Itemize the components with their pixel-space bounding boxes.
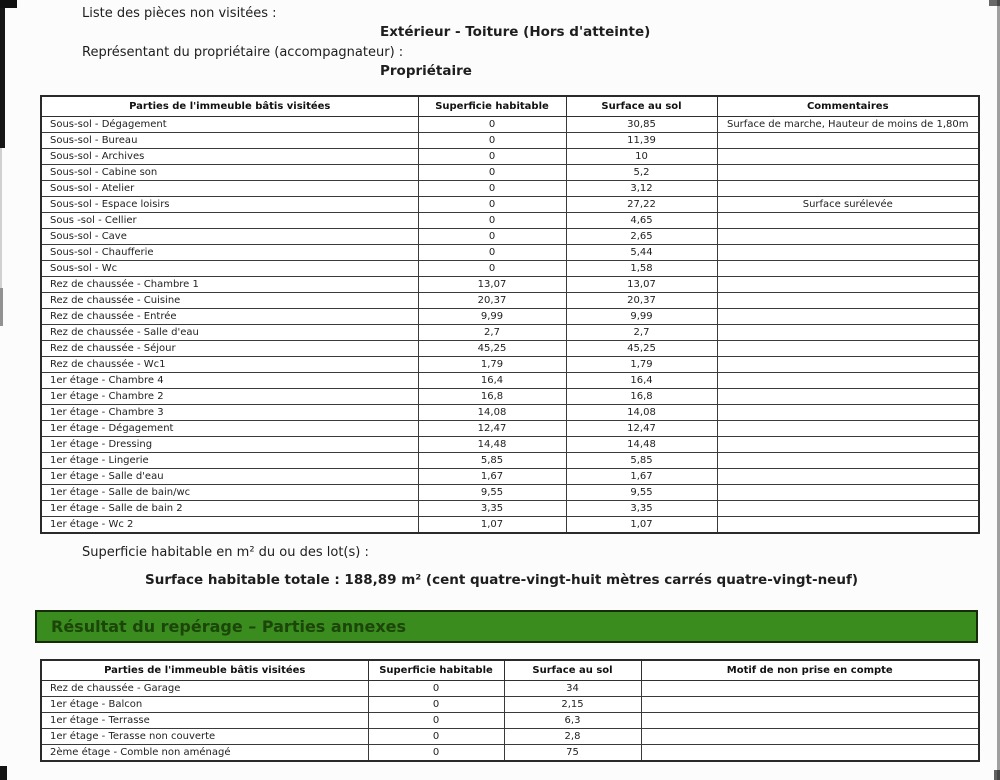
cell <box>717 325 979 341</box>
cell: 0 <box>418 197 566 213</box>
table-row <box>41 165 979 181</box>
cell: 0 <box>368 697 504 713</box>
cell: Rez de chaussée - Entrée <box>41 309 418 325</box>
table-row <box>41 309 979 325</box>
cell: Sous-sol - Archives <box>41 149 418 165</box>
table-row <box>41 261 979 277</box>
table-row <box>41 713 979 729</box>
cell <box>717 149 979 165</box>
cell <box>717 341 979 357</box>
cell: 3,35 <box>418 501 566 517</box>
visited-rooms-table <box>40 95 980 534</box>
table-row <box>41 373 979 389</box>
cell: 30,85 <box>566 117 717 133</box>
cell: 16,8 <box>566 389 717 405</box>
cell: 75 <box>504 745 641 762</box>
table-row <box>41 341 979 357</box>
cell: 12,47 <box>418 421 566 437</box>
column-header: Parties de l'immeuble bâtis visitées <box>41 96 418 117</box>
cell: Rez de chaussée - Salle d'eau <box>41 325 418 341</box>
cell <box>717 261 979 277</box>
cell: 14,48 <box>418 437 566 453</box>
column-header: Superficie habitable <box>418 96 566 117</box>
not-visited-label: Liste des pièces non visitées : <box>82 6 277 21</box>
cell: 0 <box>368 681 504 697</box>
habitable-surface-label: Superficie habitable en m² du ou des lot(s) : <box>82 545 369 560</box>
cell: 9,99 <box>418 309 566 325</box>
cell: 13,07 <box>566 277 717 293</box>
table-row <box>41 277 979 293</box>
cell: 2,7 <box>418 325 566 341</box>
cell <box>717 469 979 485</box>
table-row <box>41 357 979 373</box>
cell: 10 <box>566 149 717 165</box>
cell: 16,4 <box>418 373 566 389</box>
table-row <box>41 117 979 133</box>
cell: 1er étage - Terrasse <box>41 713 368 729</box>
cell <box>641 713 979 729</box>
table-row <box>41 197 979 213</box>
cell: Sous-sol - Atelier <box>41 181 418 197</box>
cell: 9,55 <box>566 485 717 501</box>
representative-label: Représentant du propriétaire (accompagnateur) : <box>82 45 404 60</box>
table-header-row <box>41 660 979 681</box>
cell <box>717 309 979 325</box>
cell: 1er étage - Chambre 3 <box>41 405 418 421</box>
cell: 9,55 <box>418 485 566 501</box>
cell <box>717 357 979 373</box>
table-row <box>41 405 979 421</box>
cell: Sous-sol - Espace loisirs <box>41 197 418 213</box>
cell: 5,85 <box>418 453 566 469</box>
table-row <box>41 149 979 165</box>
cell: 0 <box>368 713 504 729</box>
table-row <box>41 517 979 534</box>
cell: Sous -sol - Cellier <box>41 213 418 229</box>
table-row <box>41 421 979 437</box>
cell: 0 <box>418 261 566 277</box>
cell: Surface de marche, Hauteur de moins de 1,80m <box>717 117 979 133</box>
cell: 6,3 <box>504 713 641 729</box>
cell: Sous-sol - Bureau <box>41 133 418 149</box>
cell <box>717 277 979 293</box>
cell: 9,99 <box>566 309 717 325</box>
cell: 1,07 <box>418 517 566 534</box>
cell: 5,85 <box>566 453 717 469</box>
cell: 1er étage - Chambre 2 <box>41 389 418 405</box>
cell: 0 <box>418 245 566 261</box>
habitable-surface-total: Surface habitable totale : 188,89 m² (cent quatre-vingt-huit mètres carrés quatre-vingt-neuf) <box>145 572 858 588</box>
cell: 1,67 <box>418 469 566 485</box>
column-header: Surface au sol <box>504 660 641 681</box>
cell <box>641 681 979 697</box>
cell: 0 <box>418 117 566 133</box>
cell: 1er étage - Salle d'eau <box>41 469 418 485</box>
scan-artifact-left-mid <box>0 288 3 326</box>
cell <box>717 437 979 453</box>
table-row <box>41 453 979 469</box>
column-header: Superficie habitable <box>368 660 504 681</box>
cell: 11,39 <box>566 133 717 149</box>
cell: 13,07 <box>418 277 566 293</box>
cell: 3,35 <box>566 501 717 517</box>
cell: Rez de chaussée - Garage <box>41 681 368 697</box>
cell: 1,79 <box>418 357 566 373</box>
cell <box>641 729 979 745</box>
cell: 1,58 <box>566 261 717 277</box>
scan-artifact-top-left <box>0 0 17 8</box>
cell: 1er étage - Salle de bain/wc <box>41 485 418 501</box>
cell: 1,67 <box>566 469 717 485</box>
table-row <box>41 469 979 485</box>
cell: 0 <box>418 149 566 165</box>
representative-value: Propriétaire <box>380 63 472 79</box>
cell: 1,79 <box>566 357 717 373</box>
table-row <box>41 501 979 517</box>
annex-section-banner: Résultat du repérage – Parties annexes <box>35 610 978 643</box>
cell: 1er étage - Terasse non couverte <box>41 729 368 745</box>
cell: 1,07 <box>566 517 717 534</box>
cell: 20,37 <box>566 293 717 309</box>
scan-artifact-left <box>0 0 5 148</box>
cell <box>717 373 979 389</box>
table-row <box>41 745 979 762</box>
cell: 2,7 <box>566 325 717 341</box>
cell: 45,25 <box>418 341 566 357</box>
scan-artifact-bottom-right <box>994 770 1000 780</box>
column-header: Parties de l'immeuble bâtis visitées <box>41 660 368 681</box>
cell: Sous-sol - Cabine son <box>41 165 418 181</box>
cell: Sous-sol - Dégagement <box>41 117 418 133</box>
table-row <box>41 437 979 453</box>
cell: 1er étage - Wc 2 <box>41 517 418 534</box>
cell: 5,2 <box>566 165 717 181</box>
column-header: Surface au sol <box>566 96 717 117</box>
table-row <box>41 485 979 501</box>
cell: Sous-sol - Wc <box>41 261 418 277</box>
cell: 0 <box>418 133 566 149</box>
cell <box>717 293 979 309</box>
cell: 14,08 <box>566 405 717 421</box>
table-row <box>41 293 979 309</box>
cell: 0 <box>418 229 566 245</box>
annex-parts-table <box>40 659 980 762</box>
cell <box>717 501 979 517</box>
cell: 5,44 <box>566 245 717 261</box>
table-row <box>41 729 979 745</box>
cell: Rez de chaussée - Wc1 <box>41 357 418 373</box>
not-visited-value: Extérieur - Toiture (Hors d'atteinte) <box>380 24 651 40</box>
cell: 2ème étage - Comble non aménagé <box>41 745 368 762</box>
cell: 1er étage - Lingerie <box>41 453 418 469</box>
cell: 2,15 <box>504 697 641 713</box>
cell <box>717 517 979 534</box>
cell: 20,37 <box>418 293 566 309</box>
table-row <box>41 229 979 245</box>
table-row <box>41 245 979 261</box>
cell <box>717 453 979 469</box>
cell: Surface surélevée <box>717 197 979 213</box>
cell: 14,08 <box>418 405 566 421</box>
cell: 0 <box>368 745 504 762</box>
cell: 4,65 <box>566 213 717 229</box>
cell: 27,22 <box>566 197 717 213</box>
table-row <box>41 389 979 405</box>
cell <box>717 213 979 229</box>
cell: 0 <box>418 213 566 229</box>
cell <box>717 421 979 437</box>
cell: 0 <box>418 165 566 181</box>
cell: 3,12 <box>566 181 717 197</box>
cell <box>641 697 979 713</box>
scan-artifact-left-faint <box>0 148 2 288</box>
cell: Sous-sol - Cave <box>41 229 418 245</box>
table-row <box>41 133 979 149</box>
cell <box>717 165 979 181</box>
cell: Sous-sol - Chaufferie <box>41 245 418 261</box>
cell: 14,48 <box>566 437 717 453</box>
column-header: Commentaires <box>717 96 979 117</box>
table-row <box>41 213 979 229</box>
cell: 1er étage - Dressing <box>41 437 418 453</box>
cell: 45,25 <box>566 341 717 357</box>
cell: 0 <box>368 729 504 745</box>
cell: Rez de chaussée - Séjour <box>41 341 418 357</box>
table-row <box>41 681 979 697</box>
table-header-row <box>41 96 979 117</box>
cell: Rez de chaussée - Cuisine <box>41 293 418 309</box>
cell: 1er étage - Balcon <box>41 697 368 713</box>
cell <box>717 229 979 245</box>
cell <box>641 745 979 762</box>
cell: 2,8 <box>504 729 641 745</box>
cell <box>717 405 979 421</box>
cell: 1er étage - Salle de bain 2 <box>41 501 418 517</box>
column-header: Motif de non prise en compte <box>641 660 979 681</box>
cell: Rez de chaussée - Chambre 1 <box>41 277 418 293</box>
cell: 16,4 <box>566 373 717 389</box>
cell <box>717 485 979 501</box>
scan-artifact-bottom-left <box>0 766 7 780</box>
cell: 0 <box>418 181 566 197</box>
cell: 2,65 <box>566 229 717 245</box>
cell: 12,47 <box>566 421 717 437</box>
cell: 1er étage - Dégagement <box>41 421 418 437</box>
cell <box>717 245 979 261</box>
table-row <box>41 181 979 197</box>
cell: 16,8 <box>418 389 566 405</box>
cell: 1er étage - Chambre 4 <box>41 373 418 389</box>
table-row <box>41 325 979 341</box>
cell <box>717 133 979 149</box>
cell <box>717 181 979 197</box>
table-row <box>41 697 979 713</box>
cell <box>717 389 979 405</box>
cell: 34 <box>504 681 641 697</box>
